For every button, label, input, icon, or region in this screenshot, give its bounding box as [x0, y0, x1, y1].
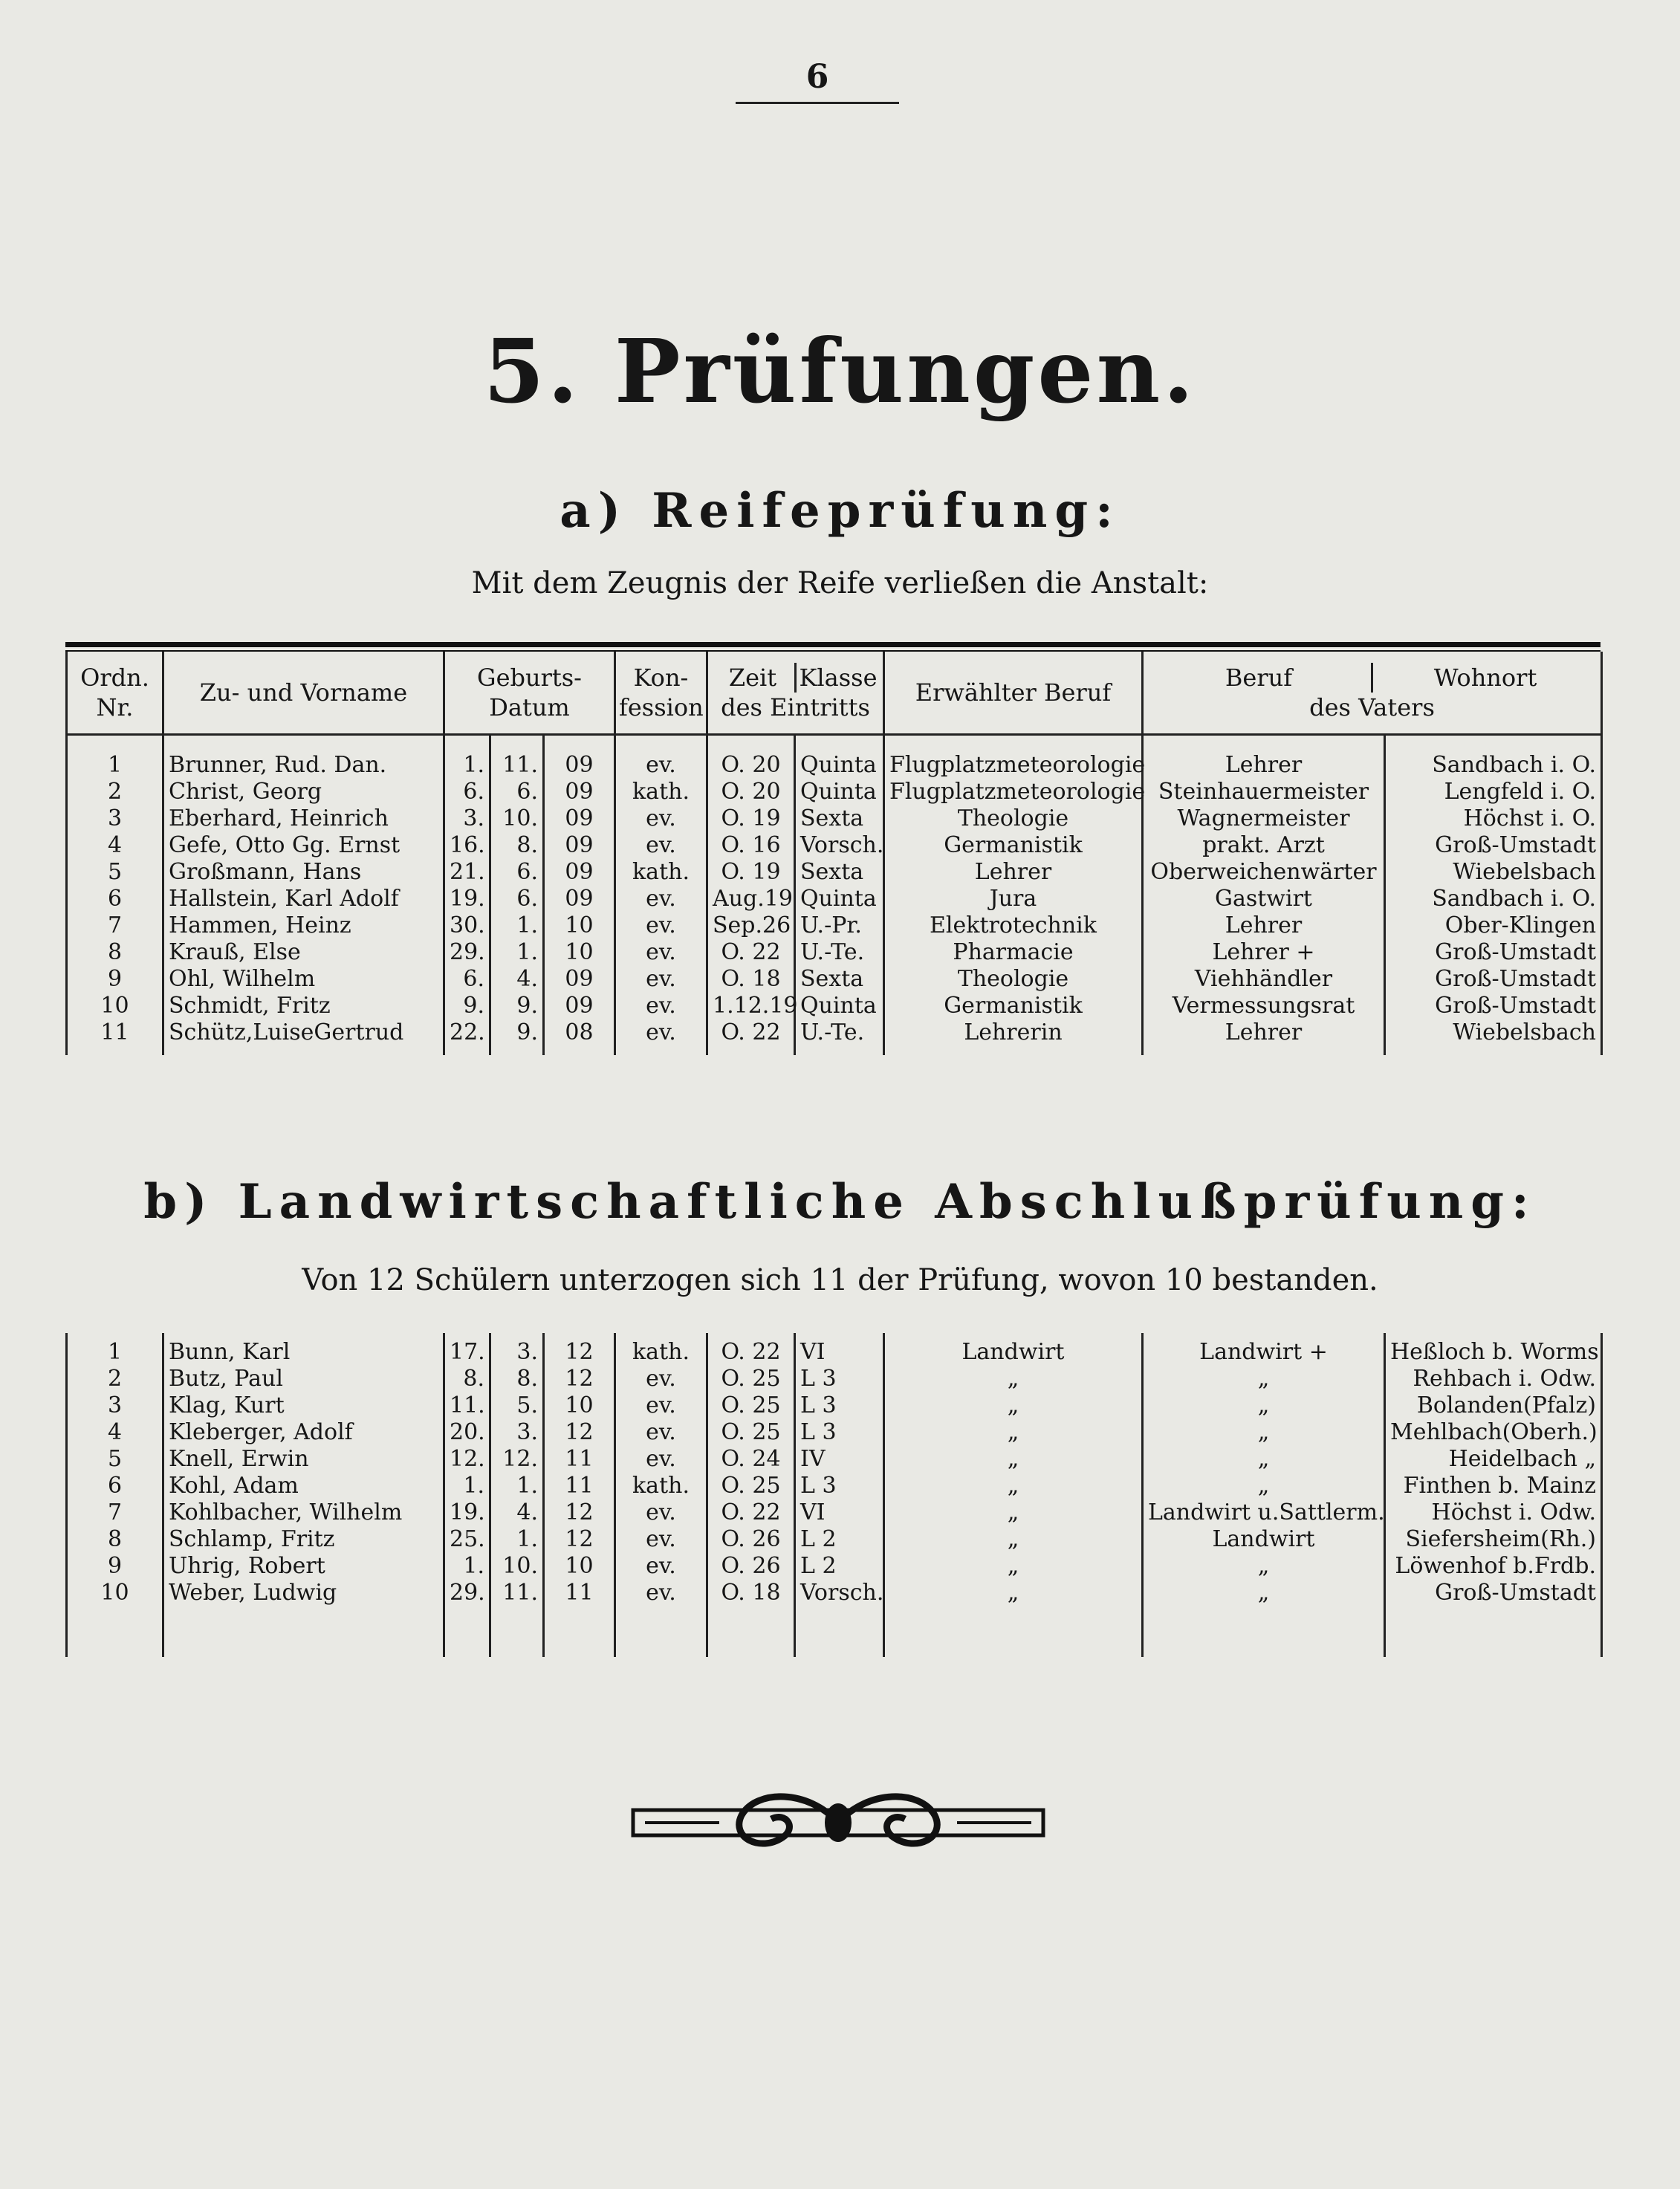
col-header-vater-beruf: Beruf: [1225, 664, 1293, 692]
cell-konf: ev.: [615, 1392, 707, 1419]
cell-vater: Viehhändler: [1143, 966, 1385, 993]
cell-konf: ev.: [615, 993, 707, 1019]
cell-beruf: Landwirt: [884, 1333, 1143, 1366]
cell-wohnort: Höchst i. O.: [1385, 805, 1602, 832]
cell-wohnort: Groß-Umstadt: [1385, 939, 1602, 966]
table-row: [67, 1366, 1602, 1392]
cell-zeit: O. 19: [707, 859, 795, 886]
reifepruefung-table: [65, 652, 1603, 1055]
cell-name: Großmann, Hans: [163, 859, 444, 886]
cell-y: 11: [544, 1473, 615, 1499]
cell-name: Hallstein, Karl Adolf: [163, 886, 444, 912]
cell-nr: 8: [67, 1526, 163, 1553]
cell-d: 29.: [444, 939, 490, 966]
cell-wohnort: Wiebelsbach: [1385, 859, 1602, 886]
table-row: [67, 779, 1602, 805]
cell-m: 9.: [490, 1019, 544, 1055]
cell-vater: Wagnermeister: [1143, 805, 1385, 832]
cell-vater: prakt. Arzt: [1143, 832, 1385, 859]
cell-beruf: Lehrerin: [884, 1019, 1143, 1055]
cell-konf: ev.: [615, 1446, 707, 1473]
cell-wohnort: Ober-Klingen: [1385, 912, 1602, 939]
cell-d: 6.: [444, 966, 490, 993]
cell-zeit: O. 20: [707, 735, 795, 779]
cell-wohnort: Heßloch b. Worms: [1385, 1333, 1602, 1366]
table-row: [67, 1446, 1602, 1473]
cell-nr: 4: [67, 1419, 163, 1446]
cell-klasse: Sexta: [795, 805, 884, 832]
col-header-eintritt: [707, 652, 884, 735]
cell-vater: „: [1143, 1366, 1385, 1392]
cell-name: Klag, Kurt: [163, 1392, 444, 1419]
cell-zeit: O. 25: [707, 1419, 795, 1446]
cell-zeit: O. 26: [707, 1553, 795, 1580]
cell-vater: Landwirt u.Sattlerm.: [1143, 1499, 1385, 1526]
table-top-rule: [65, 642, 1600, 647]
cell-klasse: Quinta: [795, 735, 884, 779]
cell-vater: „: [1143, 1473, 1385, 1499]
cell-y: 12: [544, 1333, 615, 1366]
cell-y: 09: [544, 993, 615, 1019]
cell-y: 08: [544, 1019, 615, 1055]
cell-vater: „: [1143, 1553, 1385, 1580]
cell-klasse: U.-Pr.: [795, 912, 884, 939]
cell-konf: ev.: [615, 939, 707, 966]
cell-d: 8.: [444, 1366, 490, 1392]
cell-klasse: L 3: [795, 1366, 884, 1392]
cell-m: 8.: [490, 832, 544, 859]
page-title: 5. Prüfungen.: [483, 320, 1197, 423]
cell-m: 3.: [490, 1333, 544, 1366]
table-row: [67, 939, 1602, 966]
cell-y: 09: [544, 966, 615, 993]
cell-d: 17.: [444, 1333, 490, 1366]
cell-y: 10: [544, 939, 615, 966]
cell-wohnort: Groß-Umstadt: [1385, 993, 1602, 1019]
table-row: [67, 1019, 1602, 1055]
table-row: [67, 735, 1602, 779]
cell-konf: ev.: [615, 1526, 707, 1553]
cell-nr: 7: [67, 912, 163, 939]
cell-klasse: VI: [795, 1499, 884, 1526]
landwirtschaft-table: [65, 1333, 1603, 1657]
cell-zeit: O. 22: [707, 939, 795, 966]
cell-y: 09: [544, 735, 615, 779]
cell-klasse: Sexta: [795, 966, 884, 993]
section-b-intro: Von 12 Schülern unterzogen sich 11 der Prüfung, wovon 10 bestanden.: [302, 1263, 1378, 1297]
cell-y: 10: [544, 1392, 615, 1419]
cell-beruf: Elektrotechnik: [884, 912, 1143, 939]
cell-wohnort: Finthen b. Mainz: [1385, 1473, 1602, 1499]
col-header-birth: Geburts-Datum: [444, 652, 615, 735]
cell-beruf: Flugplatzmeteorologie: [884, 779, 1143, 805]
cell-beruf: „: [884, 1392, 1143, 1419]
cell-m: 8.: [490, 1366, 544, 1392]
cell-klasse: U.-Te.: [795, 939, 884, 966]
col-header-nr: Ordn. Nr.: [67, 652, 163, 735]
cell-vater: Lehrer: [1143, 912, 1385, 939]
cell-nr: 9: [67, 1553, 163, 1580]
cell-vater: Lehrer: [1143, 735, 1385, 779]
cell-klasse: L 2: [795, 1526, 884, 1553]
cell-m: 1.: [490, 939, 544, 966]
cell-m: 1.: [490, 1526, 544, 1553]
cell-nr: 10: [67, 1580, 163, 1657]
cell-klasse: L 3: [795, 1473, 884, 1499]
cell-m: 10.: [490, 805, 544, 832]
cell-klasse: Sexta: [795, 859, 884, 886]
cell-m: 6.: [490, 886, 544, 912]
cell-nr: 3: [67, 805, 163, 832]
cell-konf: ev.: [615, 735, 707, 779]
cell-beruf: „: [884, 1446, 1143, 1473]
table-row: [67, 966, 1602, 993]
cell-klasse: Quinta: [795, 993, 884, 1019]
section-b-heading: b) Landwirtschaftliche Abschlußprüfung:: [143, 1174, 1537, 1230]
cell-zeit: O. 19: [707, 805, 795, 832]
cell-konf: ev.: [615, 832, 707, 859]
col-header-des-vaters: des Vaters: [1309, 693, 1435, 721]
table-row: [67, 1499, 1602, 1526]
cell-zeit: O. 20: [707, 779, 795, 805]
cell-nr: 6: [67, 886, 163, 912]
section-a-heading: a) Reifeprüfung:: [560, 483, 1120, 539]
cell-beruf: Jura: [884, 886, 1143, 912]
cell-d: 12.: [444, 1446, 490, 1473]
table-row: [67, 1526, 1602, 1553]
cell-beruf: „: [884, 1580, 1143, 1657]
cell-name: Weber, Ludwig: [163, 1580, 444, 1657]
cell-name: Kohlbacher, Wilhelm: [163, 1499, 444, 1526]
cell-klasse: Quinta: [795, 779, 884, 805]
cell-name: Kohl, Adam: [163, 1473, 444, 1499]
cell-d: 30.: [444, 912, 490, 939]
cell-d: 11.: [444, 1392, 490, 1419]
cell-zeit: Aug.19: [707, 886, 795, 912]
cell-nr: 2: [67, 779, 163, 805]
cell-klasse: L 2: [795, 1553, 884, 1580]
col-header-des-eintritts: des Eintritts: [721, 693, 870, 721]
cell-zeit: 1.12.19: [707, 993, 795, 1019]
col-header-zeit: Zeit: [728, 664, 777, 692]
page-number: 6: [736, 58, 899, 104]
cell-name: Ohl, Wilhelm: [163, 966, 444, 993]
cell-konf: ev.: [615, 1553, 707, 1580]
table-row: [67, 1553, 1602, 1580]
cell-nr: 1: [67, 735, 163, 779]
cell-zeit: O. 25: [707, 1473, 795, 1499]
cell-wohnort: Höchst i. Odw.: [1385, 1499, 1602, 1526]
cell-name: Schlamp, Fritz: [163, 1526, 444, 1553]
cell-beruf: Flugplatzmeteorologie: [884, 735, 1143, 779]
cell-klasse: Quinta: [795, 886, 884, 912]
cell-name: Uhrig, Robert: [163, 1553, 444, 1580]
cell-nr: 8: [67, 939, 163, 966]
cell-konf: kath.: [615, 779, 707, 805]
table-row: [67, 1580, 1602, 1657]
cell-name: Christ, Georg: [163, 779, 444, 805]
cell-wohnort: Siefersheim(Rh.): [1385, 1526, 1602, 1553]
cell-wohnort: Wiebelsbach: [1385, 1019, 1602, 1055]
table-row: [67, 1392, 1602, 1419]
cell-vater: Lehrer: [1143, 1019, 1385, 1055]
cell-y: 09: [544, 886, 615, 912]
col-header-vater: [1143, 652, 1602, 735]
cell-d: 1.: [444, 1553, 490, 1580]
cell-vater: „: [1143, 1419, 1385, 1446]
cell-beruf: „: [884, 1499, 1143, 1526]
cell-name: Kleberger, Adolf: [163, 1419, 444, 1446]
cell-nr: 2: [67, 1366, 163, 1392]
cell-y: 12: [544, 1366, 615, 1392]
col-header-wohnort: Wohnort: [1371, 663, 1598, 693]
cell-m: 4.: [490, 966, 544, 993]
cell-zeit: O. 25: [707, 1392, 795, 1419]
section-a-intro: Mit dem Zeugnis der Reife verließen die Anstalt:: [471, 566, 1209, 600]
reifepruefung-table-block: [65, 642, 1600, 1055]
cell-nr: 10: [67, 993, 163, 1019]
cell-y: 09: [544, 859, 615, 886]
cell-vater: Steinhauermeister: [1143, 779, 1385, 805]
cell-zeit: O. 22: [707, 1019, 795, 1055]
cell-nr: 5: [67, 859, 163, 886]
cell-m: 11.: [490, 735, 544, 779]
cell-m: 6.: [490, 859, 544, 886]
cell-nr: 3: [67, 1392, 163, 1419]
cell-y: 09: [544, 805, 615, 832]
cell-wohnort: Sandbach i. O.: [1385, 886, 1602, 912]
cell-nr: 6: [67, 1473, 163, 1499]
cell-beruf: Germanistik: [884, 993, 1143, 1019]
table-row: [67, 886, 1602, 912]
cell-zeit: O. 26: [707, 1526, 795, 1553]
col-header-klasse: Klasse: [794, 663, 880, 693]
cell-vater: Landwirt +: [1143, 1333, 1385, 1366]
cell-klasse: Vorsch.: [795, 832, 884, 859]
cell-beruf: „: [884, 1526, 1143, 1553]
cell-name: Knell, Erwin: [163, 1446, 444, 1473]
cell-nr: 4: [67, 832, 163, 859]
cell-m: 12.: [490, 1446, 544, 1473]
cell-wohnort: Groß-Umstadt: [1385, 832, 1602, 859]
cell-y: 09: [544, 779, 615, 805]
decorative-ornament-icon: [630, 1782, 1046, 1864]
cell-konf: ev.: [615, 1499, 707, 1526]
cell-nr: 11: [67, 1019, 163, 1055]
cell-d: 22.: [444, 1019, 490, 1055]
cell-klasse: L 3: [795, 1392, 884, 1419]
cell-name: Butz, Paul: [163, 1366, 444, 1392]
cell-d: 6.: [444, 779, 490, 805]
cell-beruf: Pharmacie: [884, 939, 1143, 966]
cell-konf: ev.: [615, 805, 707, 832]
cell-konf: kath.: [615, 1333, 707, 1366]
cell-beruf: Lehrer: [884, 859, 1143, 886]
cell-name: Gefe, Otto Gg. Ernst: [163, 832, 444, 859]
cell-y: 12: [544, 1419, 615, 1446]
cell-d: 19.: [444, 1499, 490, 1526]
cell-konf: kath.: [615, 859, 707, 886]
cell-klasse: VI: [795, 1333, 884, 1366]
cell-d: 9.: [444, 993, 490, 1019]
cell-y: 10: [544, 912, 615, 939]
cell-nr: 1: [67, 1333, 163, 1366]
cell-y: 10: [544, 1553, 615, 1580]
cell-vater: Lehrer +: [1143, 939, 1385, 966]
cell-nr: 7: [67, 1499, 163, 1526]
cell-konf: ev.: [615, 966, 707, 993]
cell-klasse: Vorsch.: [795, 1580, 884, 1657]
table-row: [67, 805, 1602, 832]
cell-name: Schütz,LuiseGertrud: [163, 1019, 444, 1055]
cell-nr: 9: [67, 966, 163, 993]
cell-d: 16.: [444, 832, 490, 859]
cell-name: Hammen, Heinz: [163, 912, 444, 939]
cell-konf: ev.: [615, 1366, 707, 1392]
table-row: [67, 912, 1602, 939]
cell-zeit: O. 22: [707, 1499, 795, 1526]
cell-zeit: O. 16: [707, 832, 795, 859]
cell-wohnort: Groß-Umstadt: [1385, 966, 1602, 993]
col-header-name: Zu- und Vorname: [163, 652, 444, 735]
table-row: [67, 832, 1602, 859]
cell-vater: Vermessungsrat: [1143, 993, 1385, 1019]
cell-wohnort: Mehlbach(Oberh.): [1385, 1419, 1602, 1446]
cell-d: 21.: [444, 859, 490, 886]
cell-beruf: „: [884, 1473, 1143, 1499]
cell-m: 6.: [490, 779, 544, 805]
cell-d: 29.: [444, 1580, 490, 1657]
cell-name: Schmidt, Fritz: [163, 993, 444, 1019]
cell-beruf: Theologie: [884, 966, 1143, 993]
cell-beruf: Germanistik: [884, 832, 1143, 859]
cell-beruf: „: [884, 1419, 1143, 1446]
cell-d: 19.: [444, 886, 490, 912]
cell-zeit: O. 18: [707, 1580, 795, 1657]
cell-wohnort: Lengfeld i. O.: [1385, 779, 1602, 805]
cell-zeit: O. 25: [707, 1366, 795, 1392]
cell-d: 1.: [444, 1473, 490, 1499]
cell-m: 1.: [490, 912, 544, 939]
table-row: [67, 1333, 1602, 1366]
cell-name: Eberhard, Heinrich: [163, 805, 444, 832]
cell-vater: „: [1143, 1392, 1385, 1419]
cell-wohnort: Groß-Umstadt: [1385, 1580, 1602, 1657]
cell-name: Bunn, Karl: [163, 1333, 444, 1366]
cell-vater: „: [1143, 1446, 1385, 1473]
cell-konf: ev.: [615, 1019, 707, 1055]
cell-name: Krauß, Else: [163, 939, 444, 966]
cell-wohnort: Sandbach i. O.: [1385, 735, 1602, 779]
cell-m: 3.: [490, 1419, 544, 1446]
cell-wohnort: Löwenhof b.Frdb.: [1385, 1553, 1602, 1580]
cell-vater: Oberweichenwärter: [1143, 859, 1385, 886]
cell-zeit: O. 24: [707, 1446, 795, 1473]
cell-konf: ev.: [615, 1419, 707, 1446]
table-row: [67, 859, 1602, 886]
cell-y: 12: [544, 1526, 615, 1553]
table-row: [67, 1473, 1602, 1499]
cell-vater: Gastwirt: [1143, 886, 1385, 912]
cell-nr: 5: [67, 1446, 163, 1473]
cell-m: 10.: [490, 1553, 544, 1580]
cell-klasse: U.-Te.: [795, 1019, 884, 1055]
cell-zeit: Sep.26: [707, 912, 795, 939]
cell-beruf: „: [884, 1366, 1143, 1392]
cell-konf: ev.: [615, 886, 707, 912]
table-row: [67, 993, 1602, 1019]
table-row: [67, 1419, 1602, 1446]
cell-m: 4.: [490, 1499, 544, 1526]
cell-vater: „: [1143, 1580, 1385, 1657]
cell-d: 20.: [444, 1419, 490, 1446]
cell-y: 09: [544, 832, 615, 859]
cell-beruf: „: [884, 1553, 1143, 1580]
col-header-konfession: Kon-fession: [615, 652, 707, 735]
cell-y: 12: [544, 1499, 615, 1526]
cell-zeit: O. 18: [707, 966, 795, 993]
cell-y: 11: [544, 1446, 615, 1473]
landwirtschaft-table-block: [65, 1333, 1600, 1657]
cell-klasse: L 3: [795, 1419, 884, 1446]
cell-m: 1.: [490, 1473, 544, 1499]
cell-vater: Landwirt: [1143, 1526, 1385, 1553]
col-header-beruf: Erwählter Beruf: [884, 652, 1143, 735]
cell-d: 1.: [444, 735, 490, 779]
cell-wohnort: Rehbach i. Odw.: [1385, 1366, 1602, 1392]
cell-m: 9.: [490, 993, 544, 1019]
cell-d: 25.: [444, 1526, 490, 1553]
cell-m: 5.: [490, 1392, 544, 1419]
cell-zeit: O. 22: [707, 1333, 795, 1366]
cell-d: 3.: [444, 805, 490, 832]
cell-klasse: IV: [795, 1446, 884, 1473]
cell-y: 11: [544, 1580, 615, 1657]
cell-wohnort: Bolanden(Pfalz): [1385, 1392, 1602, 1419]
cell-m: 11.: [490, 1580, 544, 1657]
cell-konf: ev.: [615, 1580, 707, 1657]
cell-konf: ev.: [615, 912, 707, 939]
cell-beruf: Theologie: [884, 805, 1143, 832]
cell-wohnort: Heidelbach „: [1385, 1446, 1602, 1473]
cell-konf: kath.: [615, 1473, 707, 1499]
cell-name: Brunner, Rud. Dan.: [163, 735, 444, 779]
